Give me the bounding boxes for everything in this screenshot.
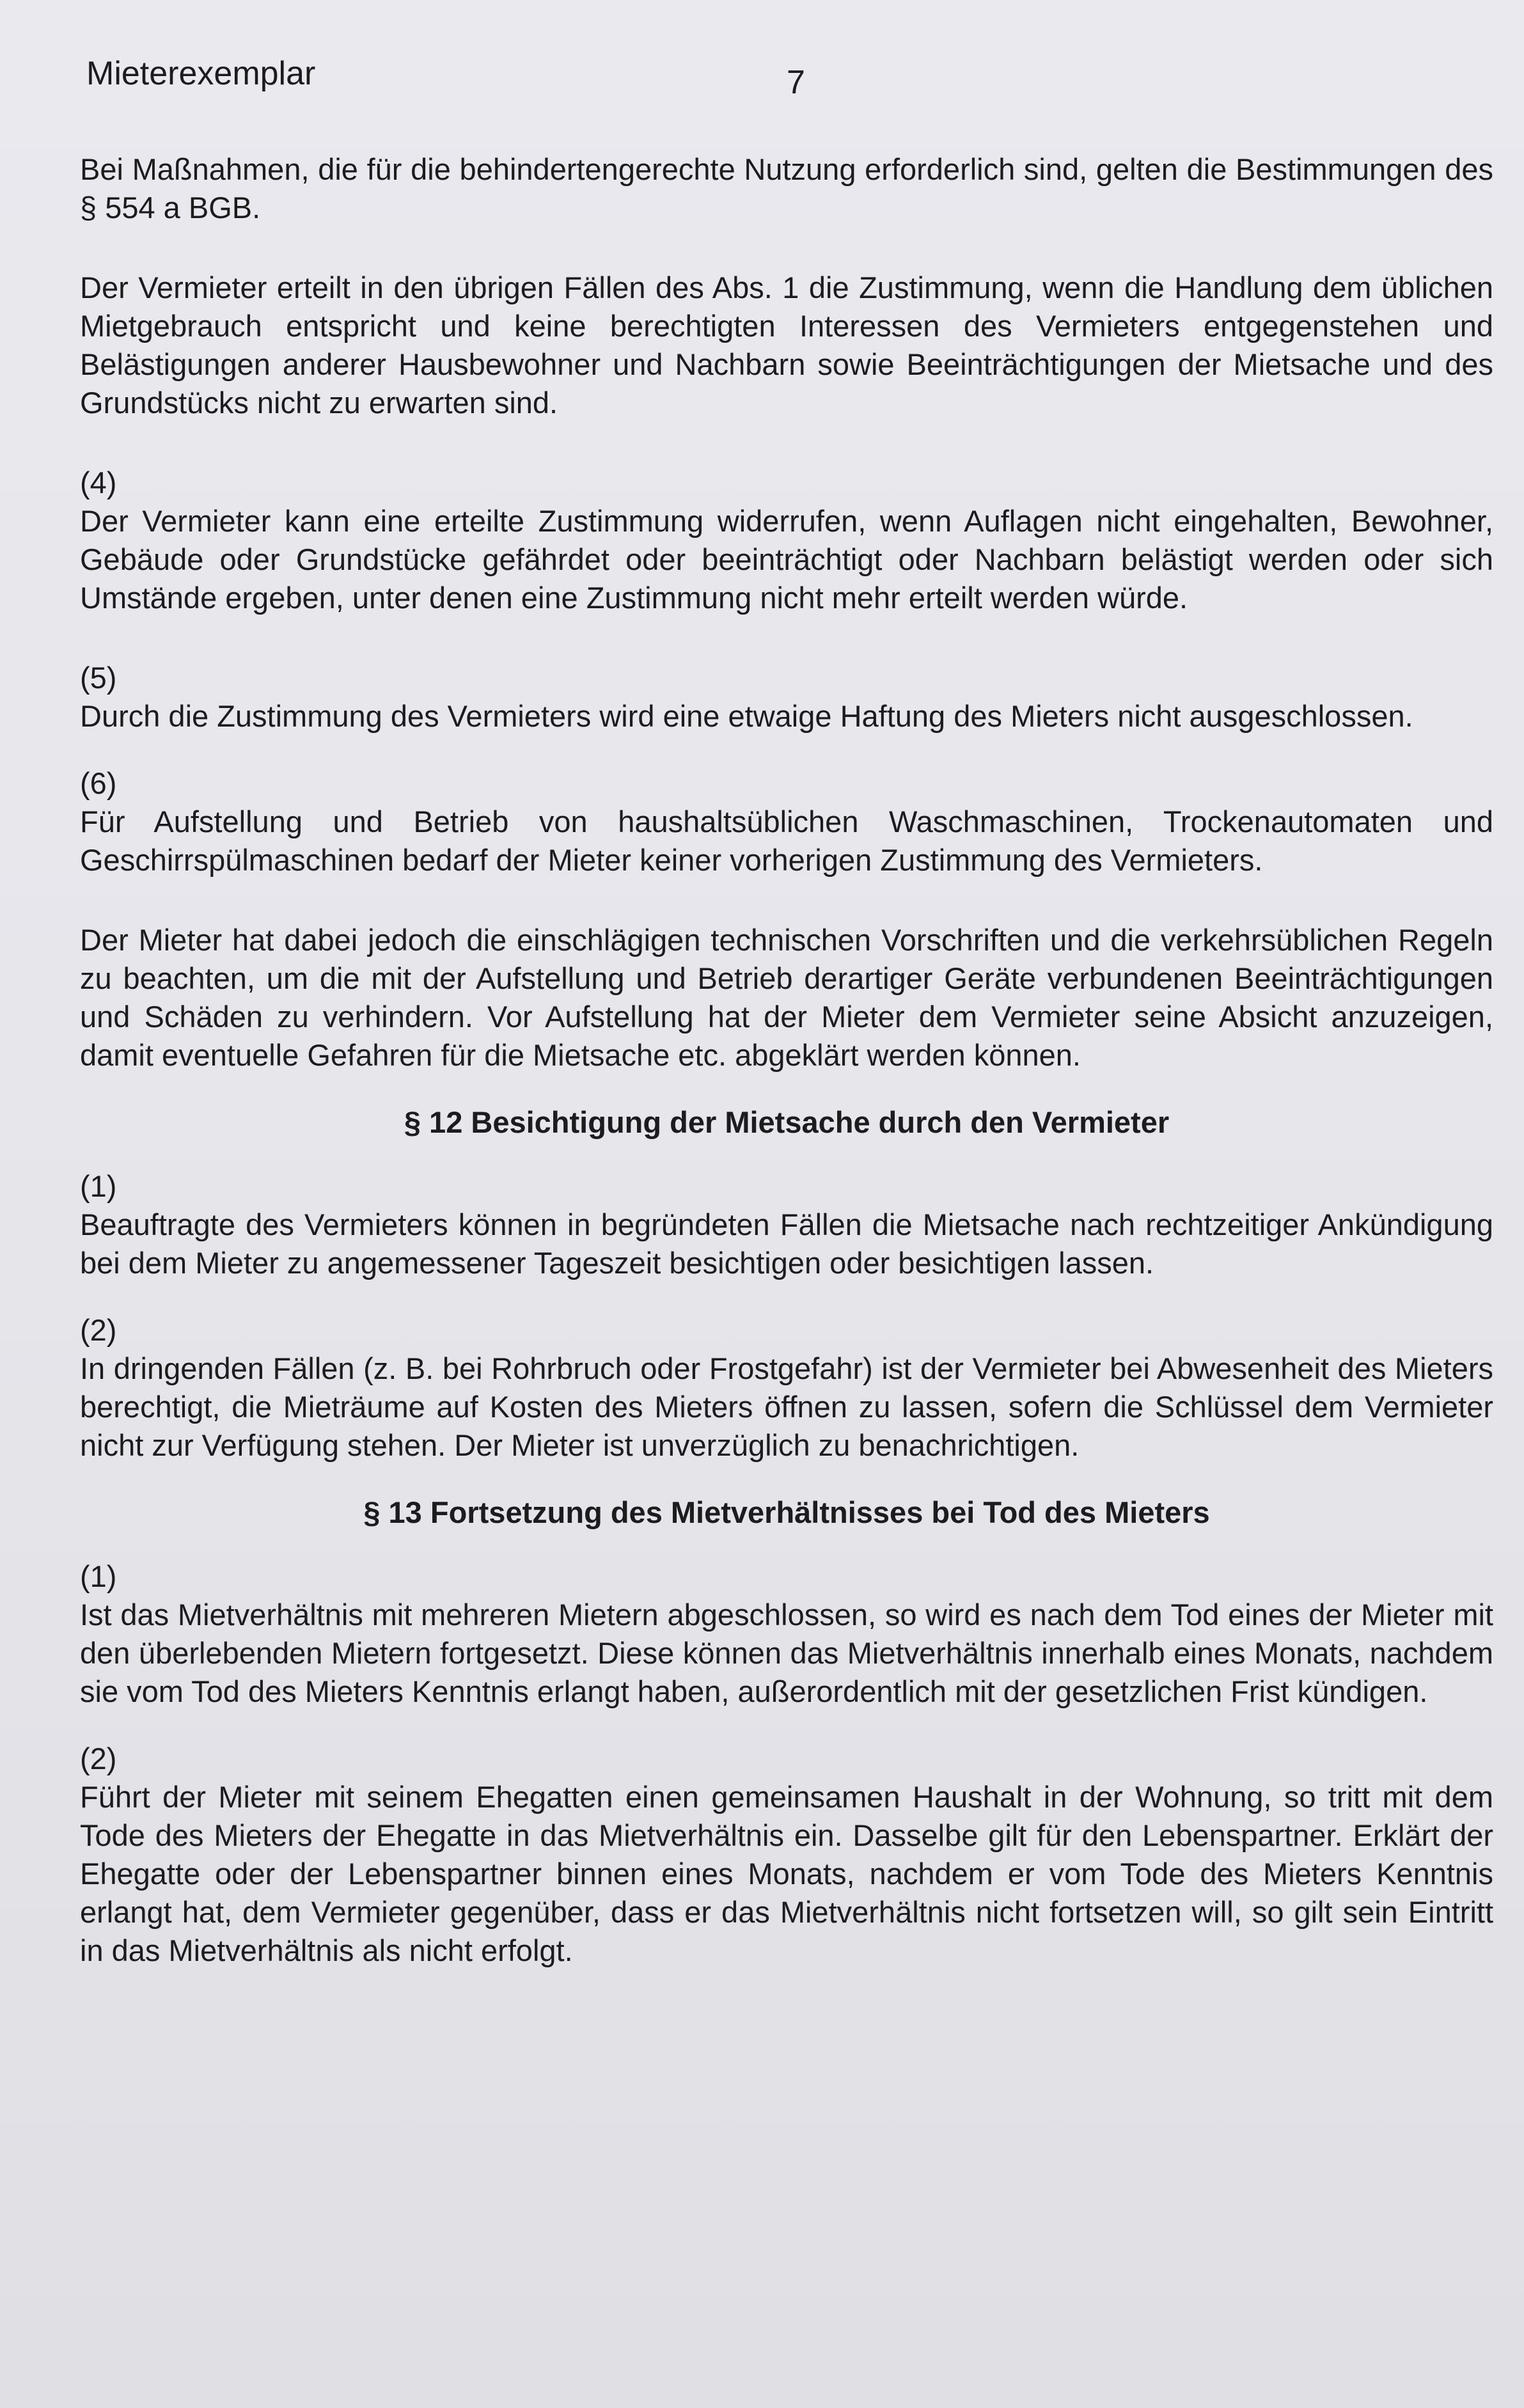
section-12-paragraph-2: In dringenden Fällen (z. B. bei Rohrbruch oder Frostgefahr) ist der Vermieter bei Abwesenheit des Mieters berechtigt, die Mieträume auf Kosten des Mieters öffnen zu lassen, sofern die Schlüssel dem Vermieter nicht zur Verfügung stehen. Der Mieter ist unverzüglich zu benachrichtigen. bbox=[80, 1351, 1493, 1462]
section-12-paragraph-1: Beauftragte des Vermieters können in begründeten Fällen die Mietsache nach rechtzeitiger Ankündigung bei dem Mieter zu angemessener Tageszeit besichtigen oder besichtigen lassen. bbox=[80, 1208, 1493, 1280]
paragraph-vorschriften: Der Mieter hat dabei jedoch die einschlägigen technischen Vorschriften und die verkehrsüblichen Regeln zu beachten, um die mit der Aufstellung und Betrieb derartiger Geräte verbundenen Beeinträchtigungen und Schäden zu verhindern. Vor Aufstellung hat der Mieter dem Vermieter seine Absicht anzuzeigen, damit eventuelle Gefahren für die Mietsache etc. abgeklärt werden können. bbox=[80, 923, 1493, 1072]
spacer bbox=[80, 1282, 1493, 1311]
section-12-number-1: (1) bbox=[80, 1169, 117, 1203]
page-header bbox=[80, 54, 1489, 150]
spacer bbox=[80, 422, 1493, 464]
page-number: 7 bbox=[787, 64, 805, 101]
paragraph-widerruf: Der Vermieter kann eine erteilte Zustimmung widerrufen, wenn Auflagen nicht eingehalten, Bewohner, Gebäude oder Grundstücke gefährdet oder beeinträchtigt oder Nachbarn belästigt werden oder sich Umstände ergeben, unter denen eine Zustimmung nicht mehr erteilt werden würde. bbox=[80, 504, 1493, 615]
section-13-heading: § 13 Fortsetzung des Mietverhältnisses bei Tod des Mieters bbox=[363, 1495, 1210, 1529]
section-12-heading: § 12 Besichtigung der Mietsache durch den Vermieter bbox=[404, 1105, 1170, 1139]
subsection-number-5: (5) bbox=[80, 661, 117, 695]
section-13-number-1: (1) bbox=[80, 1559, 117, 1593]
spacer bbox=[80, 736, 1493, 764]
paragraph-haftung: Durch die Zustimmung des Vermieters wird eine etwaige Haftung des Mieters nicht ausgeschlossen. bbox=[80, 699, 1413, 733]
spacer bbox=[80, 1711, 1493, 1740]
spacer bbox=[80, 227, 1493, 269]
section-13-paragraph-2: Führt der Mieter mit seinem Ehegatten einen gemeinsamen Haushalt in der Wohnung, so tritt mit dem Tode des Mieters der Ehegatte in das Mietverhältnis ein. Dasselbe gilt für den Lebenspartner. Erklärt der Ehegatte oder der Lebenspartner binnen eines Monats, nachdem er vom Tode des Mieters Kenntnis erlangt hat, dem Vermieter gegenüber, dass er das Mietverhältnis nicht fortsetzen will, so gilt sein Eintritt in das Mietverhältnis als nicht erfolgt. bbox=[80, 1780, 1493, 1967]
subsection-number-4: (4) bbox=[80, 466, 117, 500]
subsection-number-6: (6) bbox=[80, 766, 117, 800]
section-13-number-2: (2) bbox=[80, 1742, 117, 1775]
spacer bbox=[80, 617, 1493, 659]
running-head: Mieterexemplar bbox=[86, 55, 316, 92]
section-12-number-2: (2) bbox=[80, 1313, 117, 1347]
paragraph-waschmaschinen: Für Aufstellung und Betrieb von haushaltsüblichen Waschmaschinen, Trockenautomaten und Geschirrspülmaschinen bedarf der Mieter keiner vorherigen Zustimmung des Vermieters. bbox=[80, 805, 1493, 877]
paragraph-behindertengerecht: Bei Maßnahmen, die für die behindertengerechte Nutzung erforderlich sind, gelten die Bestimmungen des § 554 a BGB. bbox=[80, 152, 1493, 224]
document-body bbox=[80, 150, 1493, 1970]
section-13-paragraph-1: Ist das Mietverhältnis mit mehreren Mietern abgeschlossen, so wird es nach dem Tod eines der Mieter mit den überlebenden Mietern fortgesetzt. Diese können das Mietverhältnis innerhalb eines Monats, nachdem sie vom Tod des Mieters Kenntnis erlangt haben, außerordentlich mit der gesetzlichen Frist kündigen. bbox=[80, 1598, 1493, 1708]
spacer bbox=[80, 879, 1493, 921]
paragraph-zustimmung: Der Vermieter erteilt in den übrigen Fällen des Abs. 1 die Zustimmung, wenn die Handlung dem üblichen Mietgebrauch entspricht und keine berechtigten Interessen des Vermieters entgegenstehen und Belästigungen anderer Hausbewohner und Nachbarn sowie Beeinträchtigungen der Mietsache und des Grundstücks nicht zu erwarten sind. bbox=[80, 271, 1493, 420]
